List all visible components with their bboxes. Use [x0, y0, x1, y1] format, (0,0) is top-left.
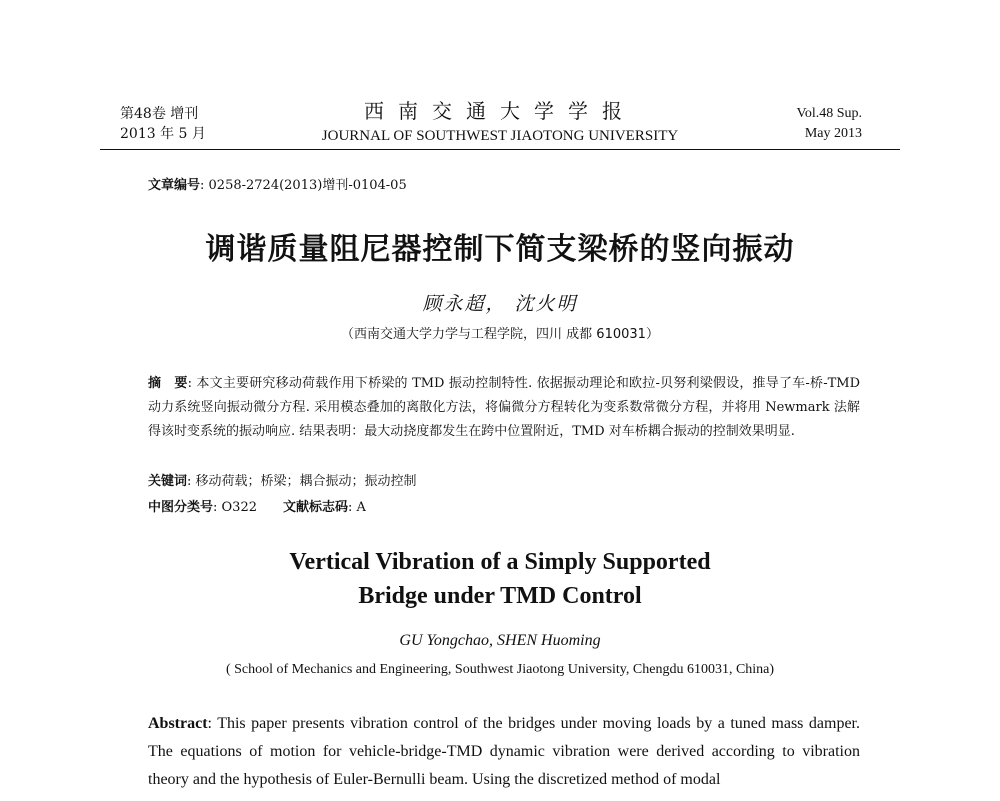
abstract-en [148, 710, 860, 794]
article-id-value: : 0258-2724(2013)增刊-0104-05 [200, 178, 407, 193]
journal-title-en: JOURNAL OF SOUTHWEST JIAOTONG UNIVERSITY [321, 128, 679, 144]
volume-cn: 第48卷 增刊 [120, 106, 199, 122]
date-en: May 2013 [804, 126, 862, 141]
volume-en: Vol.48 Sup. [796, 106, 862, 121]
class-value: : O322 [213, 500, 257, 515]
article-id [148, 174, 407, 193]
affiliation-en: ( School of Mechanics and Engineering, Southwest Jiaotong University, Chengdu 610031, China) [225, 662, 775, 677]
abstract-en-text: : This paper presents vibration control of the bridges under moving loads by a tuned mass damper. The equations of motion for vehicle-bridge-TMD dynamic vibration were derived according to vibration theory and the hypothesis of Euler-Bernulli beam. Using the discretized method of modal [148, 715, 860, 788]
abstract-cn [148, 372, 860, 444]
title-en-line2: Bridge under TMD Control [358, 583, 642, 609]
keywords-cn [148, 470, 417, 494]
authors-en: GU Yongchao, SHEN Huoming [399, 632, 601, 649]
title-cn: 调谐质量阻尼器控制下简支梁桥的竖向振动 [205, 232, 795, 267]
abstract-en-label: Abstract [148, 715, 208, 732]
header-right [797, 104, 862, 144]
keywords-cn-label: 关键词 [148, 474, 188, 489]
header-left [120, 104, 206, 144]
title-en-line1: Vertical Vibration of a Simply Supported [289, 549, 711, 575]
authors-cn: 顾永超， 沈火明 [422, 293, 578, 315]
article-id-label: 文章编号 [148, 178, 201, 193]
affiliation-cn: （西南交通大学力学与工程学院，四川 成都 610031） [341, 327, 659, 342]
abstract-cn-label: 摘 要 [148, 376, 188, 391]
class-label: 中图分类号 [148, 500, 214, 515]
doc-code-label: 文献标志码 [283, 500, 349, 515]
keywords-cn-text: : 移动荷载；桥梁；耦合振动；振动控制 [187, 474, 417, 489]
date-cn: 2013 年 5 月 [120, 126, 206, 142]
header-rule [100, 149, 900, 150]
abstract-cn-text: : 本文主要研究移动荷载作用下桥梁的 TMD 振动控制特性. 依据振动理论和欧拉-贝努利梁假设，推导了车-桥-TMD 动力系统竖向振动微分方程. 采用模态叠加的离散化方法，将偏微分方程转化为变系数常微分方程，并将用 Newmark 法解得该时变系统的振动响应. 结果表明：最大动挠度都发生在跨中位置附近，TMD 对车桥耦合振动的控制效果明显. [148, 376, 860, 439]
journal-title-cn: 西南交通大学学报 [364, 99, 636, 123]
doc-code-value: : A [348, 500, 366, 515]
title-en [0, 545, 1000, 613]
classification-cn [148, 496, 366, 520]
header-center [300, 98, 700, 146]
